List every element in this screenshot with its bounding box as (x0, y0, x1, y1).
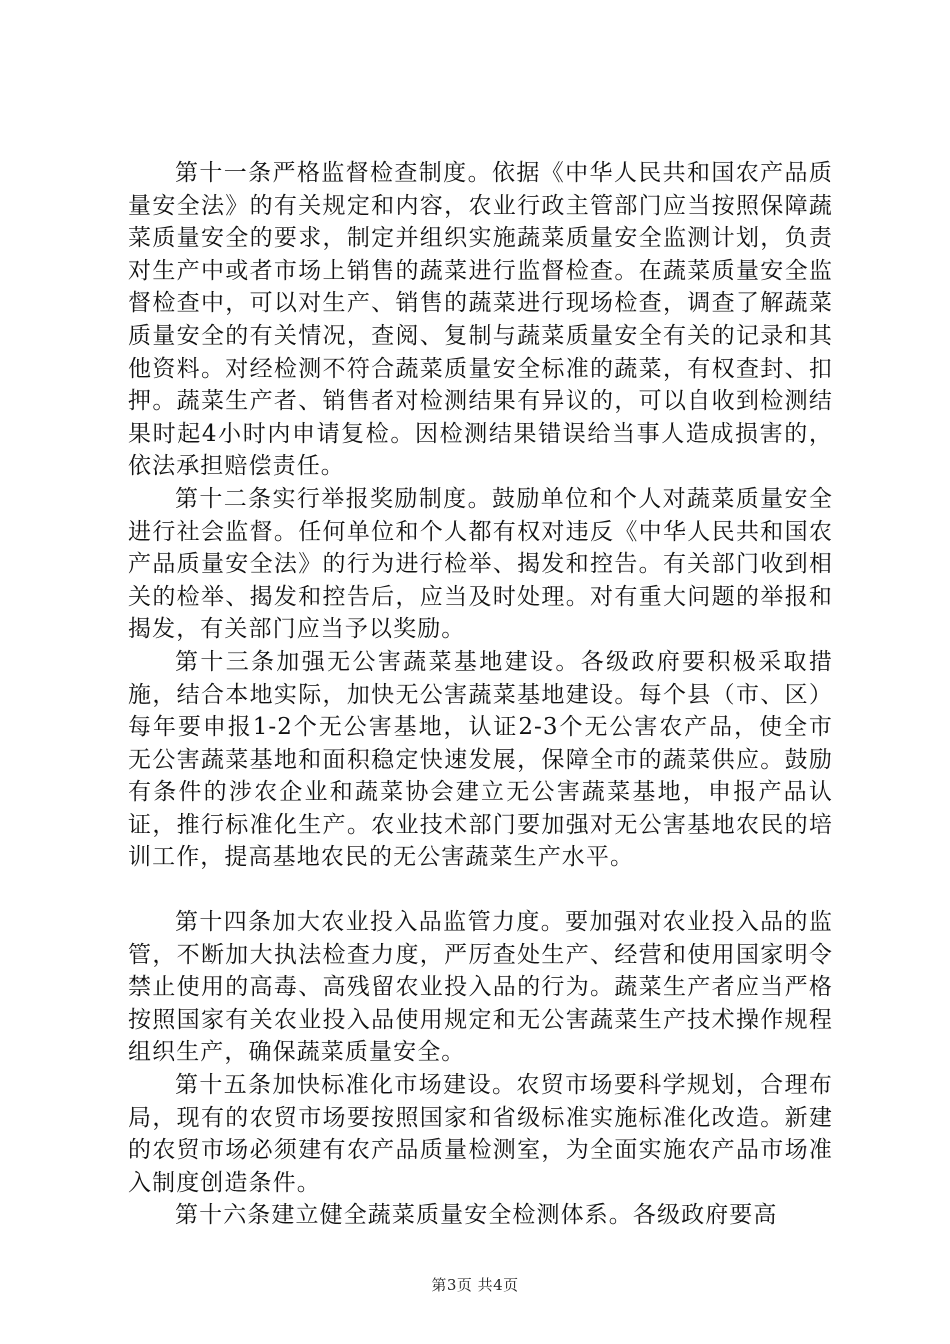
article-16-paragraph: 第十六条建立健全蔬菜质量安全检测体系。各级政府要高 (175, 1202, 778, 1229)
article-13-paragraph: 第十三条加强无公害蔬菜基地建设。各级政府要积极采取措施，结合本地实际，加快无公害蔬菜基地建设。每个县（市、区）每年要申报1-2个无公害基地，认证2-3个无公害农产品，使全市无公害蔬菜基地和面积稳定快速发展，保障全市的蔬菜供应。鼓励有条件的涉农企业和蔬菜协会建立无公害蔬菜基地，申报产品认证，推行标准化生产。农业技术部门要加强对无公害基地农民的培训工作，提高基地农民的无公害蔬菜生产水平。 (128, 648, 833, 871)
article-11-paragraph: 第十一条严格监督检查制度。依据《中华人民共和国农产品质量安全法》的有关规定和内容，农业行政主管部门应当按照保障蔬菜质量安全的要求，制定并组织实施蔬菜质量安全监测计划，负责对生产中或者市场上销售的蔬菜进行监督检查。在蔬菜质量安全监督检查中，可以对生产、销售的蔬菜进行现场检查，调查了解蔬菜质量安全的有关情况，查阅、复制与蔬菜质量安全有关的记录和其他资料。对经检测不符合蔬菜质量安全标准的蔬菜，有权查封、扣押。蔬菜生产者、销售者对检测结果有异议的，可以自收到检测结果时起4小时内申请复检。因检测结果错误给当事人造成损害的，依法承担赔偿责任。 (128, 160, 833, 480)
paragraph-gap (128, 874, 833, 906)
article-14-paragraph: 第十四条加大农业投入品监管力度。要加强对农业投入品的监管，不断加大执法检查力度，严厉查处生产、经营和使用国家明令禁止使用的高毒、高残留农业投入品的行为。蔬菜生产者应当严格按照国家有关农业投入品使用规定和无公害蔬菜生产技术操作规程组织生产，确保蔬菜质量安全。 (128, 909, 833, 1066)
document-body (128, 157, 833, 1232)
article-15-paragraph: 第十五条加快标准化市场建设。农贸市场要科学规划，合理布局，现有的农贸市场要按照国家和省级标准实施标准化改造。新建的农贸市场必须建有农产品质量检测室，为全面实施农产品市场准入制度创造条件。 (128, 1072, 833, 1196)
page-footer: 第3页 共4页 (431, 1276, 519, 1294)
article-12-paragraph: 第十二条实行举报奖励制度。鼓励单位和个人对蔬菜质量安全进行社会监督。任何单位和个人都有权对违反《中华人民共和国农产品质量安全法》的行为进行检举、揭发和控告。有关部门收到相关的检举、揭发和控告后，应当及时处理。对有重大问题的举报和揭发，有关部门应当予以奖励。 (128, 485, 833, 643)
